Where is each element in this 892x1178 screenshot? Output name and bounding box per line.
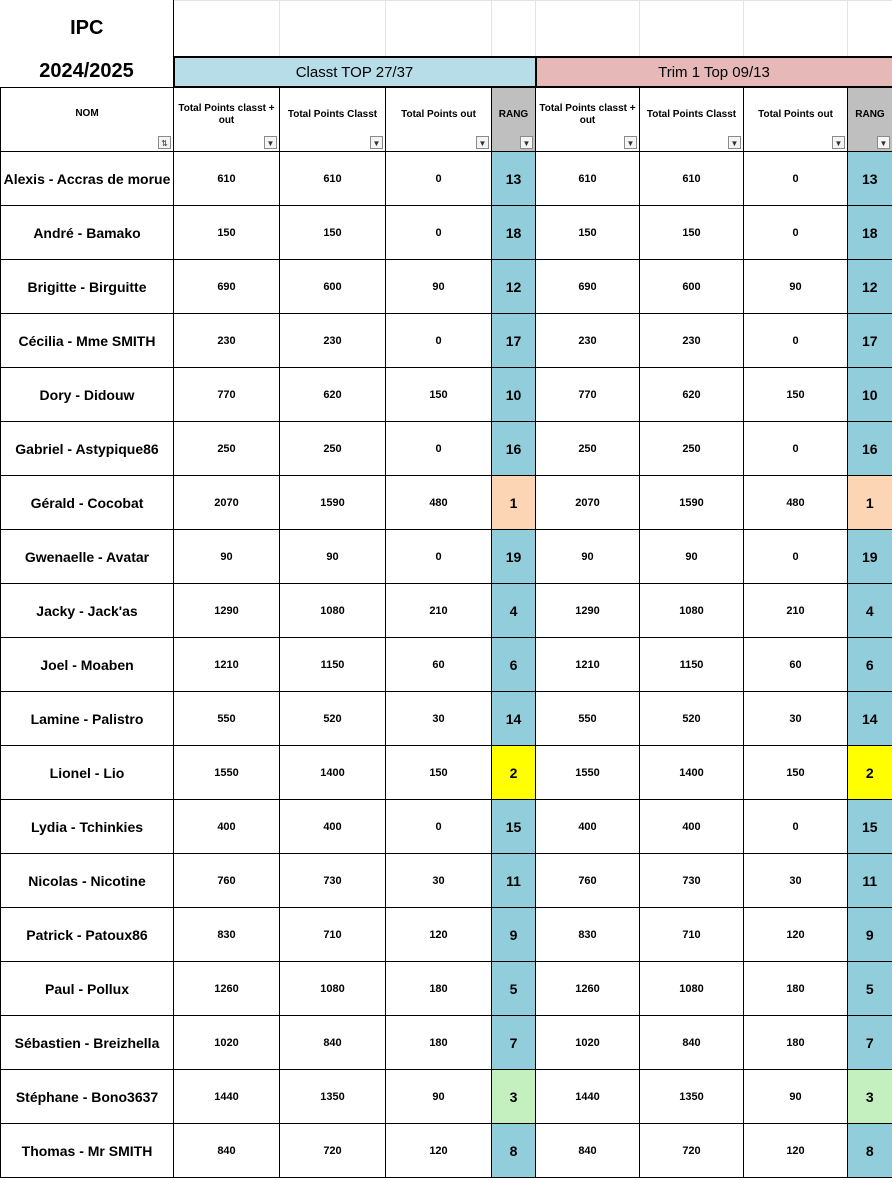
- total-out-cell: 60: [386, 638, 492, 692]
- rank-cell: 13: [848, 152, 892, 206]
- total-classt-cell: 1400: [280, 746, 386, 800]
- total-out-cell: 180: [386, 962, 492, 1016]
- total-classt-cell: 150: [280, 206, 386, 260]
- total-out-cell: 0: [386, 314, 492, 368]
- column-header-total-out-trim: [744, 87, 848, 152]
- total-plus-out-cell: 550: [174, 692, 280, 746]
- header-label: Total Points out: [758, 109, 833, 120]
- total-out-cell: 0: [744, 206, 848, 260]
- total-plus-out-cell: 830: [536, 908, 640, 962]
- total-out-cell: 180: [744, 1016, 848, 1070]
- total-out-cell: 150: [386, 368, 492, 422]
- total-out-cell: 0: [744, 152, 848, 206]
- empty-cell: [280, 1, 386, 58]
- total-classt-cell: 620: [280, 368, 386, 422]
- total-plus-out-cell: 1550: [536, 746, 640, 800]
- total-plus-out-cell: 230: [536, 314, 640, 368]
- table-row: [1, 206, 892, 260]
- player-name: Joel - Moaben: [1, 638, 174, 692]
- table-row: [1, 152, 892, 206]
- total-classt-cell: 520: [640, 692, 744, 746]
- header-label: RANG: [855, 109, 884, 120]
- total-out-cell: 90: [744, 1070, 848, 1124]
- total-out-cell: 90: [386, 260, 492, 314]
- total-out-cell: 120: [744, 1124, 848, 1178]
- empty-cell: [640, 1, 744, 58]
- rank-cell: 6: [492, 638, 536, 692]
- total-plus-out-cell: 1260: [536, 962, 640, 1016]
- total-classt-cell: 1080: [640, 962, 744, 1016]
- rank-cell: 5: [848, 962, 892, 1016]
- empty-cell: [492, 1, 536, 58]
- total-classt-cell: 230: [640, 314, 744, 368]
- total-out-cell: 210: [744, 584, 848, 638]
- total-out-cell: 90: [744, 260, 848, 314]
- total-plus-out-cell: 770: [536, 368, 640, 422]
- header-label: Total Points Classt: [288, 109, 377, 120]
- rank-cell: 12: [492, 260, 536, 314]
- rank-cell: 10: [848, 368, 892, 422]
- total-out-cell: 210: [386, 584, 492, 638]
- dropdown-arrow-icon[interactable]: ▼: [877, 136, 890, 149]
- player-name: Thomas - Mr SMITH: [1, 1124, 174, 1178]
- total-classt-cell: 730: [640, 854, 744, 908]
- total-plus-out-cell: 610: [174, 152, 280, 206]
- total-out-cell: 120: [386, 1124, 492, 1178]
- player-name: Lamine - Palistro: [1, 692, 174, 746]
- total-out-cell: 60: [744, 638, 848, 692]
- rank-cell: 15: [848, 800, 892, 854]
- total-out-cell: 30: [386, 692, 492, 746]
- column-header-rang: [492, 87, 536, 152]
- group-header-trim: Trim 1 Top 09/13: [536, 57, 892, 87]
- total-out-cell: 480: [386, 476, 492, 530]
- total-plus-out-cell: 690: [536, 260, 640, 314]
- rank-cell: 1: [848, 476, 892, 530]
- empty-cell: [174, 1, 280, 58]
- total-classt-cell: 1150: [280, 638, 386, 692]
- total-out-cell: 0: [386, 530, 492, 584]
- total-classt-cell: 1080: [640, 584, 744, 638]
- total-plus-out-cell: 90: [174, 530, 280, 584]
- rank-cell: 18: [492, 206, 536, 260]
- player-name: Sébastien - Breizhella: [1, 1016, 174, 1070]
- header-label: Total Points classt + out: [178, 103, 274, 126]
- total-plus-out-cell: 2070: [536, 476, 640, 530]
- player-name: Alexis - Accras de morue: [1, 152, 174, 206]
- total-out-cell: 30: [744, 692, 848, 746]
- total-plus-out-cell: 1020: [174, 1016, 280, 1070]
- empty-cell: [536, 1, 640, 58]
- total-classt-cell: 1400: [640, 746, 744, 800]
- total-classt-cell: 710: [280, 908, 386, 962]
- group-header-classt: Classt TOP 27/37: [174, 57, 536, 87]
- rank-cell: 19: [492, 530, 536, 584]
- total-out-cell: 120: [386, 908, 492, 962]
- table-row: [1, 1124, 892, 1178]
- rank-cell: 2: [492, 746, 536, 800]
- empty-cell: [744, 1, 848, 58]
- total-out-cell: 150: [386, 746, 492, 800]
- player-name: Lionel - Lio: [1, 746, 174, 800]
- total-out-cell: 150: [744, 368, 848, 422]
- column-header-rang-trim: [848, 87, 892, 152]
- table-row: [1, 1070, 892, 1124]
- table-row: [1, 476, 892, 530]
- player-name: Patrick - Patoux86: [1, 908, 174, 962]
- filter-sort-icon[interactable]: ⇅: [158, 136, 171, 149]
- table-row: [1, 638, 892, 692]
- total-classt-cell: 250: [280, 422, 386, 476]
- total-classt-cell: 720: [640, 1124, 744, 1178]
- rank-cell: 5: [492, 962, 536, 1016]
- total-classt-cell: 1080: [280, 962, 386, 1016]
- player-name: Nicolas - Nicotine: [1, 854, 174, 908]
- rank-cell: 3: [848, 1070, 892, 1124]
- dropdown-arrow-icon[interactable]: ▼: [624, 136, 637, 149]
- rank-cell: 9: [492, 908, 536, 962]
- header-label: Total Points classt + out: [539, 103, 635, 126]
- dropdown-arrow-icon[interactable]: ▼: [370, 136, 383, 149]
- total-out-cell: 0: [386, 206, 492, 260]
- player-name: Stéphane - Bono3637: [1, 1070, 174, 1124]
- table-row: [1, 1016, 892, 1070]
- total-out-cell: 180: [386, 1016, 492, 1070]
- total-plus-out-cell: 230: [174, 314, 280, 368]
- total-classt-cell: 1590: [280, 476, 386, 530]
- rank-cell: 17: [492, 314, 536, 368]
- total-out-cell: 0: [386, 422, 492, 476]
- total-plus-out-cell: 760: [174, 854, 280, 908]
- table-row: [1, 962, 892, 1016]
- total-out-cell: 0: [744, 314, 848, 368]
- total-plus-out-cell: 1210: [174, 638, 280, 692]
- player-name: Lydia - Tchinkies: [1, 800, 174, 854]
- player-name: Paul - Pollux: [1, 962, 174, 1016]
- rank-cell: 18: [848, 206, 892, 260]
- total-classt-cell: 1590: [640, 476, 744, 530]
- header-label: Total Points Classt: [647, 109, 736, 120]
- total-classt-cell: 610: [640, 152, 744, 206]
- total-classt-cell: 1080: [280, 584, 386, 638]
- total-plus-out-cell: 1440: [174, 1070, 280, 1124]
- dropdown-arrow-icon[interactable]: ▼: [264, 136, 277, 149]
- column-header-total-classt: [280, 87, 386, 152]
- table-row: [1, 854, 892, 908]
- total-classt-cell: 90: [640, 530, 744, 584]
- total-plus-out-cell: 150: [536, 206, 640, 260]
- player-name: André - Bamako: [1, 206, 174, 260]
- table-row: [1, 908, 892, 962]
- rank-cell: 7: [848, 1016, 892, 1070]
- total-classt-cell: 400: [280, 800, 386, 854]
- column-header-total-out: [386, 87, 492, 152]
- table-row: [1, 692, 892, 746]
- total-plus-out-cell: 830: [174, 908, 280, 962]
- header-label: Total Points out: [401, 109, 476, 120]
- table-row: [1, 800, 892, 854]
- total-classt-cell: 610: [280, 152, 386, 206]
- rank-cell: 16: [492, 422, 536, 476]
- dropdown-arrow-icon[interactable]: ▼: [476, 136, 489, 149]
- player-name: Dory - Didouw: [1, 368, 174, 422]
- column-header-nom: [1, 87, 174, 152]
- total-out-cell: 30: [386, 854, 492, 908]
- total-plus-out-cell: 760: [536, 854, 640, 908]
- total-classt-cell: 620: [640, 368, 744, 422]
- total-classt-cell: 710: [640, 908, 744, 962]
- total-out-cell: 180: [744, 962, 848, 1016]
- total-classt-cell: 730: [280, 854, 386, 908]
- total-out-cell: 150: [744, 746, 848, 800]
- total-out-cell: 120: [744, 908, 848, 962]
- total-plus-out-cell: 550: [536, 692, 640, 746]
- table-row: [1, 530, 892, 584]
- dropdown-arrow-icon[interactable]: ▼: [832, 136, 845, 149]
- total-plus-out-cell: 90: [536, 530, 640, 584]
- table-row: [1, 584, 892, 638]
- total-out-cell: 90: [386, 1070, 492, 1124]
- player-name: Brigitte - Birguitte: [1, 260, 174, 314]
- total-plus-out-cell: 610: [536, 152, 640, 206]
- total-plus-out-cell: 1210: [536, 638, 640, 692]
- rank-cell: 4: [848, 584, 892, 638]
- header-label: RANG: [499, 109, 528, 120]
- player-name: Gabriel - Astypique86: [1, 422, 174, 476]
- dropdown-arrow-icon[interactable]: ▼: [728, 136, 741, 149]
- total-plus-out-cell: 400: [174, 800, 280, 854]
- total-out-cell: 0: [744, 530, 848, 584]
- player-name: Gérald - Cocobat: [1, 476, 174, 530]
- column-header-total-plus-out-trim: [536, 87, 640, 152]
- total-plus-out-cell: 1260: [174, 962, 280, 1016]
- rank-cell: 4: [492, 584, 536, 638]
- rank-cell: 3: [492, 1070, 536, 1124]
- rank-cell: 12: [848, 260, 892, 314]
- total-classt-cell: 400: [640, 800, 744, 854]
- empty-cell: [386, 1, 492, 58]
- player-name: Cécilia - Mme SMITH: [1, 314, 174, 368]
- rank-cell: 10: [492, 368, 536, 422]
- season-label: 2024/2025: [1, 57, 174, 87]
- player-name: Gwenaelle - Avatar: [1, 530, 174, 584]
- total-plus-out-cell: 690: [174, 260, 280, 314]
- total-classt-cell: 1350: [640, 1070, 744, 1124]
- rank-cell: 11: [492, 854, 536, 908]
- total-plus-out-cell: 250: [174, 422, 280, 476]
- total-classt-cell: 840: [640, 1016, 744, 1070]
- rank-cell: 11: [848, 854, 892, 908]
- total-out-cell: 30: [744, 854, 848, 908]
- total-classt-cell: 90: [280, 530, 386, 584]
- rank-cell: 6: [848, 638, 892, 692]
- table-row: [1, 314, 892, 368]
- dropdown-arrow-icon[interactable]: ▼: [520, 136, 533, 149]
- rank-cell: 8: [848, 1124, 892, 1178]
- total-classt-cell: 600: [640, 260, 744, 314]
- total-plus-out-cell: 1290: [174, 584, 280, 638]
- total-classt-cell: 150: [640, 206, 744, 260]
- total-plus-out-cell: 1440: [536, 1070, 640, 1124]
- total-plus-out-cell: 2070: [174, 476, 280, 530]
- rank-cell: 19: [848, 530, 892, 584]
- rank-cell: 8: [492, 1124, 536, 1178]
- total-out-cell: 480: [744, 476, 848, 530]
- total-out-cell: 0: [744, 422, 848, 476]
- table-row: [1, 746, 892, 800]
- total-plus-out-cell: 1550: [174, 746, 280, 800]
- total-classt-cell: 1150: [640, 638, 744, 692]
- total-plus-out-cell: 150: [174, 206, 280, 260]
- total-classt-cell: 250: [640, 422, 744, 476]
- rank-cell: 16: [848, 422, 892, 476]
- total-out-cell: 0: [386, 800, 492, 854]
- total-classt-cell: 720: [280, 1124, 386, 1178]
- total-classt-cell: 230: [280, 314, 386, 368]
- total-classt-cell: 600: [280, 260, 386, 314]
- header-label: NOM: [75, 108, 98, 119]
- total-classt-cell: 840: [280, 1016, 386, 1070]
- total-plus-out-cell: 1290: [536, 584, 640, 638]
- empty-cell: [848, 1, 892, 58]
- rank-cell: 17: [848, 314, 892, 368]
- total-out-cell: 0: [744, 800, 848, 854]
- total-plus-out-cell: 840: [536, 1124, 640, 1178]
- rank-cell: 15: [492, 800, 536, 854]
- sheet-title: IPC: [1, 1, 174, 58]
- rank-cell: 7: [492, 1016, 536, 1070]
- rank-cell: 2: [848, 746, 892, 800]
- column-header-total-classt-trim: [640, 87, 744, 152]
- table-row: [1, 260, 892, 314]
- total-plus-out-cell: 770: [174, 368, 280, 422]
- total-plus-out-cell: 1020: [536, 1016, 640, 1070]
- rank-cell: 1: [492, 476, 536, 530]
- total-plus-out-cell: 400: [536, 800, 640, 854]
- rank-cell: 9: [848, 908, 892, 962]
- table-row: [1, 422, 892, 476]
- rank-cell: 14: [848, 692, 892, 746]
- total-out-cell: 0: [386, 152, 492, 206]
- table-row: [1, 368, 892, 422]
- total-classt-cell: 520: [280, 692, 386, 746]
- player-name: Jacky - Jack'as: [1, 584, 174, 638]
- rank-cell: 13: [492, 152, 536, 206]
- total-classt-cell: 1350: [280, 1070, 386, 1124]
- column-header-total-plus-out: [174, 87, 280, 152]
- total-plus-out-cell: 250: [536, 422, 640, 476]
- rank-cell: 14: [492, 692, 536, 746]
- total-plus-out-cell: 840: [174, 1124, 280, 1178]
